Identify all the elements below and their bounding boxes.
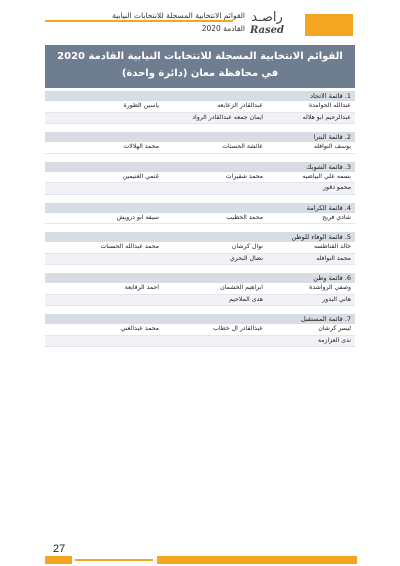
candidate-name	[49, 183, 159, 194]
candidate-row	[45, 242, 355, 254]
candidate-name: محمد عبدالله الحسنات	[100, 243, 159, 250]
header-accent-block	[305, 14, 353, 36]
candidate-name: غنمي الغنيمين	[122, 172, 159, 180]
candidate-name: نوال كرشان	[231, 243, 263, 250]
candidate-name: محمد عبدالغني	[120, 325, 159, 332]
document-title-line2: في محافظة معان (دائرة واحدة)	[121, 68, 279, 79]
candidate-name: عائشة الحسنات	[222, 143, 263, 150]
candidate-name	[49, 254, 159, 265]
candidate-name: عبدالرحيم ابو هلاله	[302, 113, 351, 121]
candidate-name: ليسر كرشان	[318, 325, 351, 332]
list-name: 4. قائمة الكرامة	[45, 203, 355, 213]
candidate-row	[45, 213, 355, 225]
header-subtitle: القادمة 2020	[201, 24, 245, 33]
candidate-row	[45, 113, 355, 125]
logo-english-text: Rased	[249, 25, 284, 36]
list-name: 3. قائمة الشوبك	[45, 162, 355, 172]
candidate-row	[45, 183, 355, 195]
candidate-name: سيفه ابو درويش	[116, 213, 159, 221]
candidate-row	[45, 283, 355, 295]
rased-logo	[236, 10, 298, 40]
candidate-name: خالد القناطسه	[313, 243, 351, 250]
electoral-lists	[45, 91, 355, 355]
candidate-name	[159, 183, 263, 194]
candidate-row	[45, 142, 355, 154]
list-name: 2. قائمة البترا	[45, 132, 355, 142]
electoral-list	[45, 132, 355, 154]
candidate-name: احمد الرفايعة	[124, 284, 159, 291]
candidate-row	[45, 324, 355, 336]
candidate-name: هاني البدور	[322, 295, 351, 303]
footer-accent-right	[157, 556, 357, 564]
list-name: 1. قائمة الاتحاد	[45, 91, 355, 101]
list-name: 6. قائمة وطن	[45, 273, 355, 283]
candidate-row	[45, 254, 355, 266]
candidate-name: يوسف النوافله	[313, 143, 351, 150]
electoral-list	[45, 273, 355, 306]
candidate-name: ياسين الطورة	[123, 102, 159, 109]
candidate-name: محمو دقور	[323, 184, 351, 191]
candidate-name: ندى العزازمة	[317, 336, 351, 344]
candidate-row	[45, 172, 355, 184]
candidate-name: محمد الهلالات	[123, 143, 159, 150]
candidate-name	[49, 113, 159, 124]
candidate-row	[45, 295, 355, 307]
candidate-name	[49, 295, 159, 306]
electoral-list	[45, 314, 355, 347]
electoral-list	[45, 232, 355, 265]
candidate-name: بسمه علي البياضيه	[302, 172, 351, 180]
candidate-name: وصفي الرواشدة	[309, 284, 351, 291]
candidate-name: نضال البحري	[229, 254, 263, 262]
document-title-line1: القوائم الانتخابية المسجلة للانتخابات النيابية القادمة 2020	[57, 51, 343, 62]
list-name: 7. قائمة المستقبل	[45, 314, 355, 324]
page-number: 27	[53, 543, 66, 555]
electoral-list	[45, 203, 355, 225]
candidate-name: عبدالقادر الزعابعه	[217, 102, 263, 109]
candidate-name: ايمان جمعه عبدالقادر الرواد	[192, 113, 263, 121]
candidate-row	[45, 101, 355, 113]
candidate-name: هدى الملاحيم	[228, 295, 263, 303]
candidate-name: عبدالله الحوامدة	[308, 102, 351, 109]
candidate-name: عبدالقادر ال خطاب	[213, 325, 263, 332]
candidate-name	[159, 336, 263, 347]
logo-arabic-text: راصـد	[251, 10, 283, 25]
list-name: 5. قائمة الوفاء للوطن	[45, 232, 355, 242]
footer-accent-left	[45, 556, 72, 564]
candidate-name: محمد الخطيب	[226, 213, 263, 221]
header-title: القوائم الانتخابية المسجلة للانتخابات النيابية	[112, 11, 245, 20]
electoral-list	[45, 162, 355, 195]
document-title-box	[45, 45, 355, 88]
candidate-name: محمد النوافله	[316, 254, 351, 262]
header-accent-line	[45, 20, 233, 22]
candidate-name: شادي فريح	[322, 213, 351, 221]
electoral-list	[45, 91, 355, 124]
candidate-name: محمد شقيرات	[225, 172, 263, 180]
candidate-name: ابراهيم الخشمان	[220, 284, 263, 291]
candidate-row	[45, 336, 355, 348]
footer-accent-line	[75, 559, 153, 561]
candidate-name	[49, 336, 159, 347]
